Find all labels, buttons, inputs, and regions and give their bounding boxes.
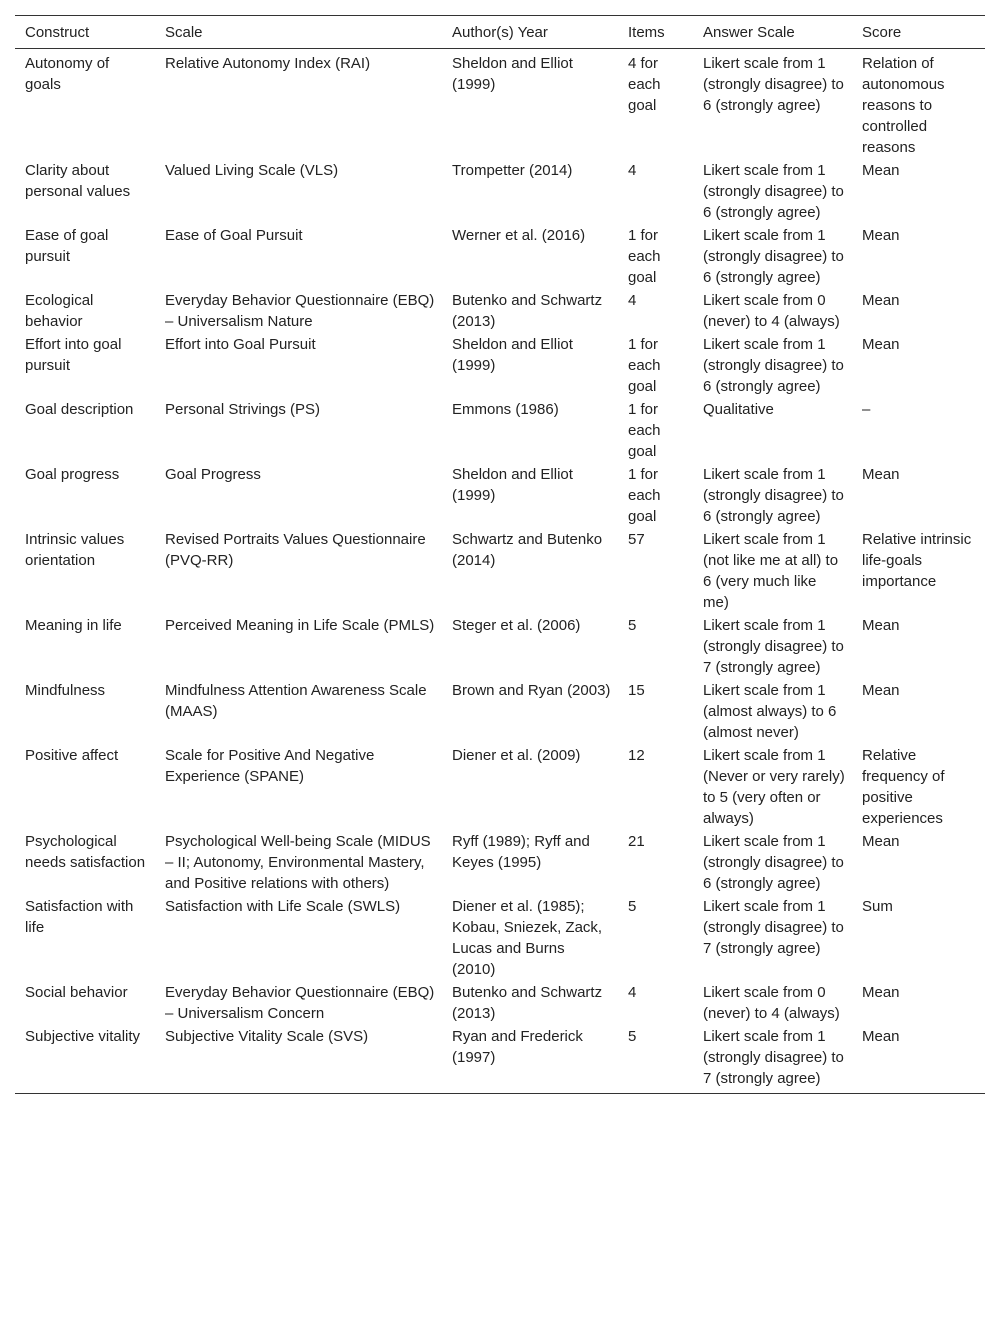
cell-answer-scale: Likert scale from 0 (never) to 4 (always) (703, 292, 840, 330)
cell-score: Mean (862, 682, 900, 699)
cell-authors-year: Brown and Ryan (2003) (452, 682, 611, 699)
cell-answer-scale: Likert scale from 1 (strongly disagree) to 7 (strongly agree) (703, 617, 844, 676)
cell-scale: Subjective Vitality Scale (SVS) (165, 1028, 369, 1045)
cell-items: 4 (628, 292, 637, 309)
cell-items: 1 for each goal (628, 336, 661, 395)
cell-items: 4 for each goal (628, 55, 661, 114)
cell-answer-scale: Likert scale from 1 (strongly disagree) to 6 (strongly agree) (703, 466, 844, 525)
cell-score: Sum (862, 898, 893, 915)
cell-answer-scale: Likert scale from 1 (strongly disagree) to 7 (strongly agree) (703, 1028, 844, 1087)
cell-scale: Everyday Behavior Questionnaire (EBQ) – Universalism Nature (165, 292, 435, 330)
cell-score: Relative intrinsic life-goals importance (862, 531, 972, 590)
cell-score: Mean (862, 833, 900, 850)
cell-scale: Psychological Well-being Scale (MIDUS – II; Autonomy, Environmental Mastery, and Positive relations with others) (165, 833, 431, 892)
cell-authors-year: Ryan and Frederick (1997) (452, 1028, 583, 1066)
cell-scale: Goal Progress (165, 466, 261, 483)
cell-answer-scale: Likert scale from 1 (strongly disagree) to 6 (strongly agree) (703, 162, 844, 221)
cell-construct: Psychological needs satisfaction (25, 833, 146, 871)
header-scale: Scale (165, 24, 203, 41)
table-row (15, 333, 985, 398)
cell-score: Mean (862, 1028, 900, 1045)
cell-authors-year: Schwartz and Butenko (2014) (452, 531, 603, 569)
measures-table (15, 15, 985, 1094)
table-row (15, 289, 985, 333)
cell-construct: Social behavior (25, 984, 128, 1001)
cell-score: Relation of autonomous reasons to controlled reasons (862, 55, 945, 156)
cell-scale: Relative Autonomy Index (RAI) (165, 55, 371, 72)
cell-score: Mean (862, 292, 900, 309)
cell-construct: Ease of goal pursuit (25, 227, 109, 265)
header-row (15, 16, 985, 49)
cell-authors-year: Werner et al. (2016) (452, 227, 586, 244)
cell-construct: Intrinsic values orientation (25, 531, 125, 569)
table-row (15, 224, 985, 289)
cell-items: 57 (628, 531, 645, 548)
cell-items: 1 for each goal (628, 401, 661, 460)
cell-construct: Clarity about personal values (25, 162, 131, 200)
table-row (15, 744, 985, 830)
cell-scale: Revised Portraits Values Questionnaire (PVQ-RR) (165, 531, 426, 569)
header-answer-scale: Answer Scale (703, 24, 795, 41)
measures-table-container (15, 15, 985, 1094)
header-authors-year: Author(s) Year (452, 24, 548, 41)
cell-score: Mean (862, 336, 900, 353)
cell-scale: Personal Strivings (PS) (165, 401, 321, 418)
cell-answer-scale: Likert scale from 1 (Never or very rarely) to 5 (very often or always) (703, 747, 845, 827)
cell-authors-year: Sheldon and Elliot (1999) (452, 55, 573, 93)
cell-items: 4 (628, 984, 637, 1001)
cell-scale: Scale for Positive And Negative Experience (SPANE) (165, 747, 375, 785)
cell-construct: Autonomy of goals (25, 55, 110, 93)
table-row (15, 159, 985, 224)
cell-authors-year: Ryff (1989); Ryff and Keyes (1995) (452, 833, 590, 871)
cell-scale: Mindfulness Attention Awareness Scale (MAAS) (165, 682, 427, 720)
cell-scale: Effort into Goal Pursuit (165, 336, 316, 353)
cell-authors-year: Emmons (1986) (452, 401, 559, 418)
table-row (15, 528, 985, 614)
cell-score: Mean (862, 162, 900, 179)
table-row (15, 463, 985, 528)
cell-construct: Positive affect (25, 747, 119, 764)
cell-items: 15 (628, 682, 645, 699)
cell-score: Relative frequency of positive experiences (862, 747, 945, 827)
cell-scale: Ease of Goal Pursuit (165, 227, 303, 244)
cell-answer-scale: Likert scale from 1 (strongly disagree) to 6 (strongly agree) (703, 227, 844, 286)
cell-scale: Satisfaction with Life Scale (SWLS) (165, 898, 401, 915)
cell-items: 5 (628, 1028, 637, 1045)
cell-items: 5 (628, 617, 637, 634)
cell-score: Mean (862, 466, 900, 483)
table-header (15, 16, 985, 49)
cell-scale: Valued Living Scale (VLS) (165, 162, 339, 179)
cell-score: Mean (862, 617, 900, 634)
header-items: Items (628, 24, 665, 41)
cell-answer-scale: Likert scale from 1 (almost always) to 6 (almost never) (703, 682, 837, 741)
cell-items: 21 (628, 833, 645, 850)
table-row (15, 830, 985, 895)
table-row (15, 398, 985, 463)
table-body (15, 49, 985, 1094)
cell-score: Mean (862, 227, 900, 244)
cell-scale: Everyday Behavior Questionnaire (EBQ) – Universalism Concern (165, 984, 435, 1022)
cell-authors-year: Diener et al. (2009) (452, 747, 581, 764)
cell-items: 12 (628, 747, 645, 764)
header-score: Score (862, 24, 902, 41)
cell-answer-scale: Qualitative (703, 401, 774, 418)
cell-authors-year: Butenko and Schwartz (2013) (452, 984, 603, 1022)
cell-answer-scale: Likert scale from 0 (never) to 4 (always) (703, 984, 840, 1022)
cell-construct: Effort into goal pursuit (25, 336, 122, 374)
cell-items: 4 (628, 162, 637, 179)
cell-items: 5 (628, 898, 637, 915)
cell-authors-year: Steger et al. (2006) (452, 617, 581, 634)
cell-authors-year: Trompetter (2014) (452, 162, 573, 179)
cell-authors-year: Sheldon and Elliot (1999) (452, 466, 573, 504)
table-row (15, 1025, 985, 1094)
table-row (15, 49, 985, 160)
cell-construct: Meaning in life (25, 617, 122, 634)
cell-scale: Perceived Meaning in Life Scale (PMLS) (165, 617, 435, 634)
cell-score: – (862, 401, 871, 418)
cell-answer-scale: Likert scale from 1 (strongly disagree) to 7 (strongly agree) (703, 898, 844, 957)
cell-authors-year: Butenko and Schwartz (2013) (452, 292, 603, 330)
cell-construct: Goal description (25, 401, 134, 418)
cell-answer-scale: Likert scale from 1 (not like me at all) to 6 (very much like me) (703, 531, 839, 611)
cell-answer-scale: Likert scale from 1 (strongly disagree) to 6 (strongly agree) (703, 55, 844, 114)
table-row (15, 981, 985, 1025)
cell-construct: Mindfulness (25, 682, 106, 699)
table-row (15, 679, 985, 744)
header-construct: Construct (25, 24, 90, 41)
cell-answer-scale: Likert scale from 1 (strongly disagree) to 6 (strongly agree) (703, 336, 844, 395)
cell-score: Mean (862, 984, 900, 1001)
cell-items: 1 for each goal (628, 227, 661, 286)
cell-construct: Ecological behavior (25, 292, 94, 330)
cell-construct: Subjective vitality (25, 1028, 141, 1045)
cell-items: 1 for each goal (628, 466, 661, 525)
table-row (15, 614, 985, 679)
table-row (15, 895, 985, 981)
cell-answer-scale: Likert scale from 1 (strongly disagree) to 6 (strongly agree) (703, 833, 844, 892)
cell-construct: Satisfaction with life (25, 898, 134, 936)
cell-authors-year: Diener et al. (1985); Kobau, Sniezek, Zack, Lucas and Burns (2010) (452, 898, 603, 978)
cell-authors-year: Sheldon and Elliot (1999) (452, 336, 573, 374)
cell-construct: Goal progress (25, 466, 120, 483)
